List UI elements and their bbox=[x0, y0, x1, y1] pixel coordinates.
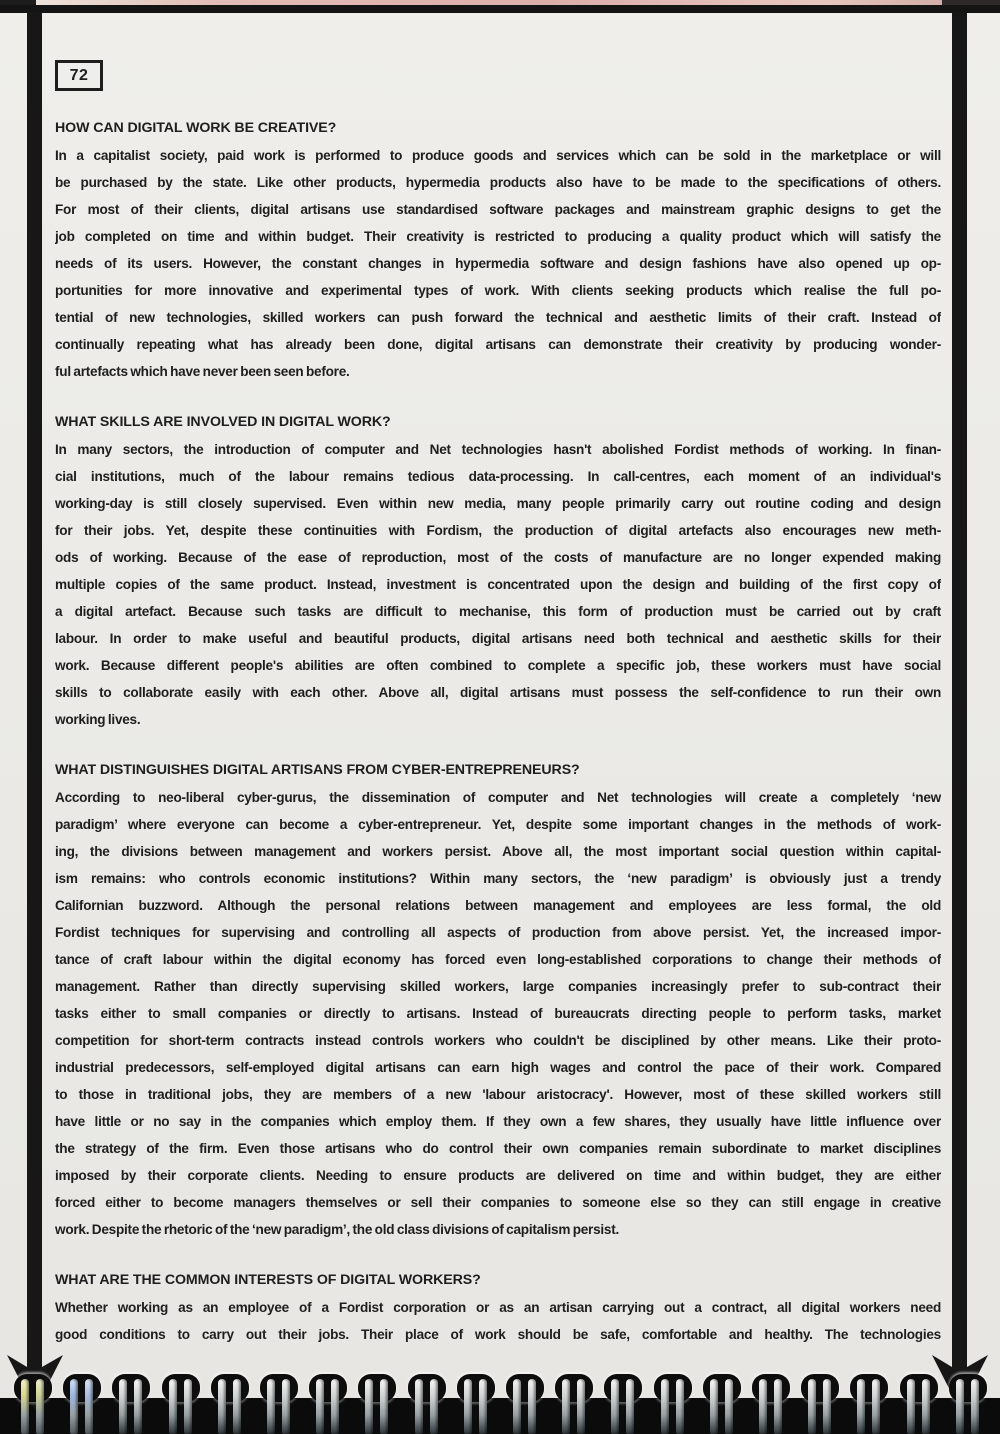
binding-ring bbox=[703, 1374, 741, 1434]
binding-ring bbox=[162, 1374, 200, 1434]
binding-wire bbox=[611, 1379, 619, 1434]
binding-ring bbox=[457, 1374, 495, 1434]
text-line: ods of working. Because of the ease of reproduction, most of the costs of manufacture are no longer expended making bbox=[55, 550, 941, 565]
binding-wire bbox=[316, 1379, 324, 1434]
binding-hole bbox=[506, 1374, 544, 1402]
text-line: work. Because different people's abilities are often combined to complete a specific job, these workers must have social bbox=[55, 658, 941, 673]
binding-hole bbox=[604, 1374, 642, 1402]
text-line: working-day is still closely supervised. Even within new media, many people primarily carry out routine coding and design bbox=[55, 496, 941, 511]
binding-ring bbox=[260, 1374, 298, 1434]
binding-wire bbox=[430, 1379, 438, 1434]
binding-wire bbox=[710, 1379, 718, 1434]
binding-wire bbox=[626, 1379, 634, 1434]
text-line: needs of its users. However, the constant changes in hypermedia software and design fashions have also opened up op- bbox=[55, 256, 941, 271]
binding-hole bbox=[162, 1374, 200, 1402]
binding-wire bbox=[774, 1379, 782, 1434]
binding-hole bbox=[63, 1374, 101, 1402]
binding-hole bbox=[457, 1374, 495, 1402]
binding-wire bbox=[184, 1379, 192, 1434]
binding-wire bbox=[282, 1379, 290, 1434]
binding-ring bbox=[408, 1374, 446, 1434]
binding-wire bbox=[971, 1379, 979, 1434]
text-line: forced either to become managers themselves or sell their companies to someone else so they can still engage in creative bbox=[55, 1195, 941, 1210]
binding-hole bbox=[14, 1374, 52, 1402]
binding-wire bbox=[661, 1379, 669, 1434]
binding-wire bbox=[513, 1379, 521, 1434]
binding-wire bbox=[823, 1379, 831, 1434]
binding-ring bbox=[14, 1374, 52, 1434]
binding-wire bbox=[922, 1379, 930, 1434]
text-line: job completed on time and within budget. Their creativity is restricted to producing a quality product which will satisfy the bbox=[55, 229, 941, 244]
text-line: ing, the divisions between management and workers persist. Above all, the most important social question within capital- bbox=[55, 844, 941, 859]
text-line: imposed by their corporate clients. Needing to ensure products are delivered on time and within budget, they are either bbox=[55, 1168, 941, 1183]
text-line: paradigm’ where everyone can become a cyber-entrepreneur. Yet, despite some important changes in the methods of work- bbox=[55, 817, 941, 832]
page-number: 72 bbox=[69, 66, 89, 84]
text-line: For most of their clients, digital artisans use standardised software packages and mainstream graphic designs to get the bbox=[55, 202, 941, 217]
text-line: work. Despite the rhetoric of the ‘new paradigm’, the old class divisions of capitalism persist. bbox=[55, 1222, 620, 1237]
text-line: multiple copies of the same product. Instead, investment is concentrated upon the design and building of the first copy of bbox=[55, 577, 941, 592]
binding-wire bbox=[331, 1379, 339, 1434]
text-line: In a capitalist society, paid work is performed to produce goods and services which can be sold in the marketplace or will bbox=[55, 148, 941, 163]
binding-wire bbox=[676, 1379, 684, 1434]
text-line: portunities for more innovative and experimental types of work. With clients seeking products which realise the full po- bbox=[55, 283, 941, 298]
text-line: tential of new technologies, skilled workers can push forward the technical and aesthetic limits of their craft. Instead of bbox=[55, 310, 941, 325]
binding-hole bbox=[260, 1374, 298, 1402]
text-line: the strategy of the firm. Even those artisans who do control their own companies remain subordinate to market disciplines bbox=[55, 1141, 941, 1156]
binding-wire bbox=[169, 1379, 177, 1434]
binding-wire bbox=[119, 1379, 127, 1434]
text-line: ism remains: who controls economic institutions? Within many sectors, the ‘new paradigm’ is obviously just a trendy bbox=[55, 871, 941, 886]
text-line: tance of craft labour within the digital economy has forced even long-established corporations to change their methods of bbox=[55, 952, 941, 967]
binding-hole bbox=[358, 1374, 396, 1402]
text-line: for their jobs. Yet, despite these continuities with Fordism, the production of digital artefacts also encourages new meth- bbox=[55, 523, 941, 538]
binding-ring bbox=[309, 1374, 347, 1434]
text-line: a digital artefact. Because such tasks are difficult to mechanise, this form of production must be carried out by craft bbox=[55, 604, 941, 619]
text-line: continually repeating what has already been done, digital artisans can demonstrate their creativity by producing wonder- bbox=[55, 337, 941, 352]
text-line: competition for short-term contracts instead controls workers who couldn't be disciplined by other means. Like their proto- bbox=[55, 1033, 941, 1048]
binding-ring bbox=[752, 1374, 790, 1434]
text-line: management. Rather than directly supervising skilled workers, large companies increasingly prefer to sub-contract their bbox=[55, 979, 941, 994]
binding-wire bbox=[134, 1379, 142, 1434]
binding-hole bbox=[850, 1374, 888, 1402]
binding-ring bbox=[654, 1374, 692, 1434]
binding-hole bbox=[900, 1374, 938, 1402]
text-line: industrial predecessors, self-employed digital artisans can earn high wages and control the pace of their work. Compared bbox=[55, 1060, 941, 1075]
binding-ring bbox=[949, 1374, 987, 1434]
binding-wire bbox=[218, 1379, 226, 1434]
text-line: have little or no say in the companies which employ them. If they own a few shares, they usually have little influence over bbox=[55, 1114, 941, 1129]
text-line: ful artefacts which have never been seen before. bbox=[55, 364, 350, 379]
binding-wire bbox=[759, 1379, 767, 1434]
binding-hole bbox=[752, 1374, 790, 1402]
text-line: In many sectors, the introduction of computer and Net technologies hasn't abolished Fordist methods of working. In finan- bbox=[55, 442, 941, 457]
text-line: Californian buzzword. Although the personal relations between management and employees are less formal, the old bbox=[55, 898, 941, 913]
binding-hole bbox=[211, 1374, 249, 1402]
binding-wire bbox=[70, 1379, 78, 1434]
binding-hole bbox=[654, 1374, 692, 1402]
binding-hole bbox=[703, 1374, 741, 1402]
binding-wire bbox=[725, 1379, 733, 1434]
text-line: to those in traditional jobs, they are members of a new 'labour aristocracy'. However, most of these skilled workers still bbox=[55, 1087, 941, 1102]
text-line: Fordist techniques for supervising and controlling all aspects of production from above persist. Yet, the increased impor- bbox=[55, 925, 941, 940]
binding-ring bbox=[112, 1374, 150, 1434]
binding-wire bbox=[267, 1379, 275, 1434]
binding-wire bbox=[907, 1379, 915, 1434]
text-line: labour. In order to make useful and beautiful products, digital artisans need both technical and aesthetic skills for their bbox=[55, 631, 941, 646]
binding-wire bbox=[562, 1379, 570, 1434]
text-line: tasks either to small companies or directly to artisans. Instead of bureaucrats directing people to perform tasks, market bbox=[55, 1006, 941, 1021]
binding-ring bbox=[63, 1374, 101, 1434]
binding-ring bbox=[358, 1374, 396, 1434]
text-line: cial institutions, much of the labour remains tedious data-processing. In call-centres, each moment of an individual's bbox=[55, 469, 941, 484]
binding-ring bbox=[900, 1374, 938, 1434]
binding-wire bbox=[415, 1379, 423, 1434]
binding-ring bbox=[801, 1374, 839, 1434]
binding-ring bbox=[555, 1374, 593, 1434]
text-line: working lives. bbox=[55, 712, 141, 727]
binding-wire bbox=[21, 1379, 29, 1434]
binding-wire bbox=[233, 1379, 241, 1434]
binding-wire bbox=[36, 1379, 44, 1434]
binding-ring bbox=[850, 1374, 888, 1434]
binding-wire bbox=[85, 1379, 93, 1434]
binding-wire bbox=[808, 1379, 816, 1434]
text-line: skills to collaborate easily with each other. Above all, digital artisans must possess the self-confidence to run their own bbox=[55, 685, 941, 700]
binding-hole bbox=[112, 1374, 150, 1402]
binding-wire bbox=[479, 1379, 487, 1434]
binding-hole bbox=[949, 1374, 987, 1402]
text-line: Whether working as an employee of a Fordist corporation or as an artisan carrying out a contract, all digital workers need bbox=[55, 1300, 941, 1315]
section-heading: WHAT ARE THE COMMON INTERESTS OF DIGITAL WORKERS? bbox=[55, 1272, 481, 1288]
binding-hole bbox=[801, 1374, 839, 1402]
binding-wire bbox=[956, 1379, 964, 1434]
binding-wire bbox=[365, 1379, 373, 1434]
binding-wire bbox=[857, 1379, 865, 1434]
binding-hole bbox=[408, 1374, 446, 1402]
binding-ring bbox=[211, 1374, 249, 1434]
binding-hole bbox=[309, 1374, 347, 1402]
text-line: be purchased by the state. Like other products, hypermedia products also have to be made to the specifications of others. bbox=[55, 175, 941, 190]
text-line: According to neo-liberal cyber-gurus, the dissemination of computer and Net technologies will create a completely ‘new bbox=[55, 790, 941, 805]
binding-wire bbox=[528, 1379, 536, 1434]
binding-wire bbox=[464, 1379, 472, 1434]
binding-hole bbox=[555, 1374, 593, 1402]
binding-ring bbox=[506, 1374, 544, 1434]
section-heading: WHAT SKILLS ARE INVOLVED IN DIGITAL WORK? bbox=[55, 414, 391, 430]
binding-wire bbox=[577, 1379, 585, 1434]
text-line: good conditions to carry out their jobs. Their place of work should be safe, comfortable and healthy. The technologies bbox=[55, 1327, 941, 1342]
binding-wire bbox=[872, 1379, 880, 1434]
binding-ring bbox=[604, 1374, 642, 1434]
binding-wire bbox=[380, 1379, 388, 1434]
section-heading: WHAT DISTINGUISHES DIGITAL ARTISANS FROM CYBER-ENTREPRENEURS? bbox=[55, 762, 580, 778]
section-heading: HOW CAN DIGITAL WORK BE CREATIVE? bbox=[55, 120, 337, 136]
